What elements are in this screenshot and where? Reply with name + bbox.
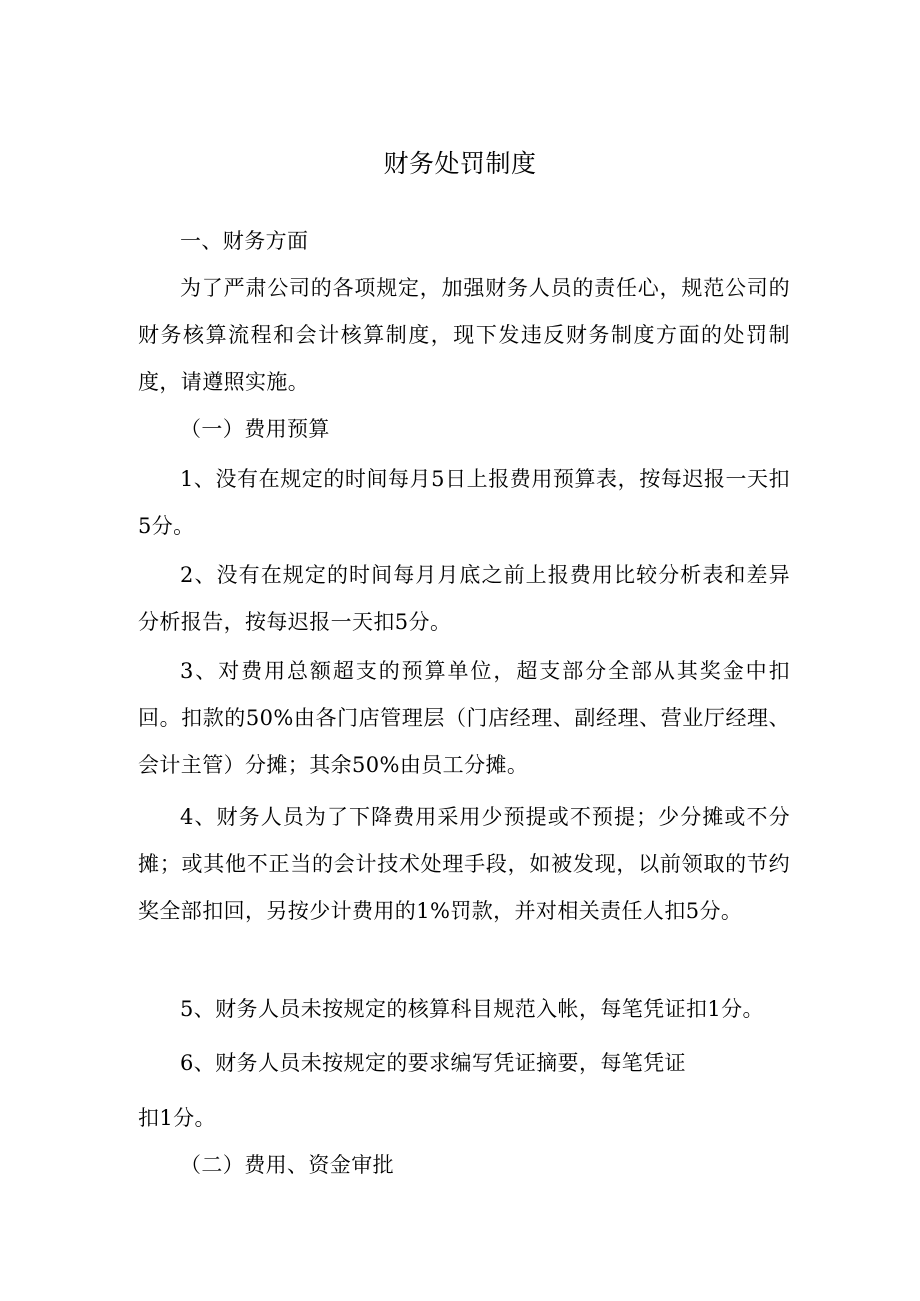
rule-item-6-line1: 6、财务人员未按规定的要求编写凭证摘要，每笔凭证 — [180, 1051, 686, 1075]
rule-item-4: 4、财务人员为了下降费用采用少预提或不预提；少分摊或不分摊；或其他不正当的会计技术处理手段，如被发现，以前领取的节约奖全部扣回，另按少计费用的1%罚款，并对相关责任人扣5分。 — [138, 805, 790, 923]
rule-item-3: 3、对费用总额超支的预算单位，超支部分全部从其奖金中扣回。扣款的50%由各门店管理层（门店经理、副经理、营业厅经理、会计主管）分摊；其余50%由员工分摊。 — [138, 659, 790, 777]
rule-item-5: 5、财务人员未按规定的核算科目规范入帐，每笔凭证扣1分。 — [180, 997, 764, 1021]
subsection-heading-approval: （二）费用、资金审批 — [180, 1153, 394, 1177]
intro-paragraph: 为了严肃公司的各项规定，加强财务人员的责任心，规范公司的财务核算流程和会计核算制度，现下发违反财务制度方面的处罚制度，请遵照实施。 — [138, 276, 790, 394]
document-title: 财务处罚制度 — [383, 149, 537, 178]
rule-item-1: 1、没有在规定的时间每月5日上报费用预算表，按每迟报一天扣5分。 — [138, 467, 790, 538]
subsection-heading-budget: （一）费用预算 — [180, 417, 330, 441]
rule-item-2: 2、没有在规定的时间每月月底之前上报费用比较分析表和差异分析报告，按每迟报一天扣5分。 — [138, 563, 790, 634]
section-heading-finance: 一、财务方面 — [180, 229, 309, 253]
rule-item-6-line2: 扣1分。 — [138, 1106, 216, 1130]
